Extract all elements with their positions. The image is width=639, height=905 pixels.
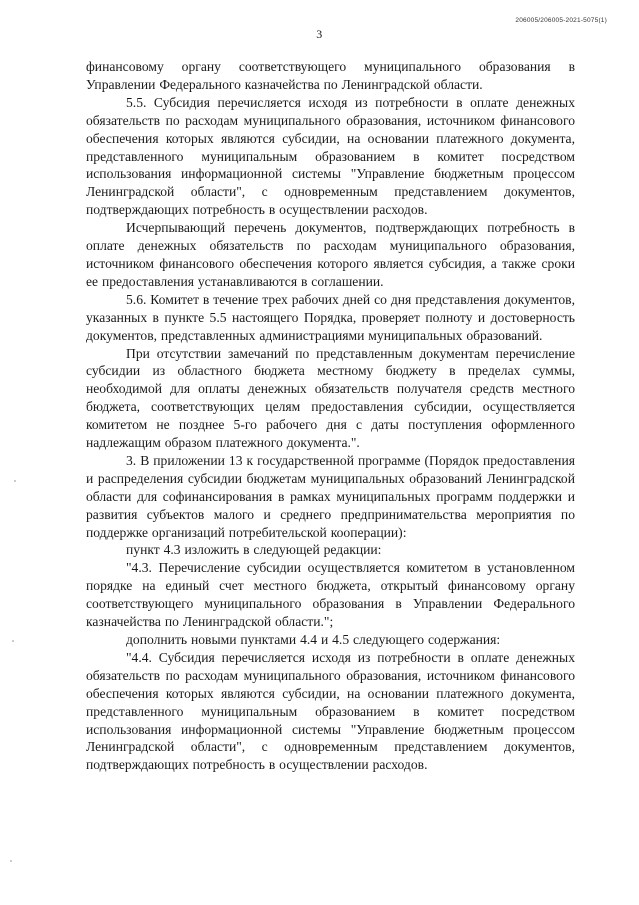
scan-artifact (12, 640, 14, 642)
paragraph: дополнить новыми пунктами 4.4 и 4.5 следующего содержания: (126, 632, 501, 647)
paragraph: "4.3. Перечисление субсидии осуществляется комитетом в установленном порядке на единый счет местного бюджета, открытый финансовому органу соответствующего муниципального образования в Управлении Федерального казначейства по Ленинградской области."; (86, 560, 575, 630)
paragraph: 3. В приложении 13 к государственной программе (Порядок предоставления и распределения субсидии бюджетам муниципальных образований Ленинградской области для софинансирования в рамках муниципальных программ поддержки и развития субъектов малого и среднего предпринимательства мероприятия по поддержке организаций потребительской кооперации): (86, 452, 575, 540)
paragraph: "4.4. Субсидия перечисляется исходя из потребности в оплате денежных обязательств по расходам муниципального образования, источником финансового обеспечения которых являются субсидии, на основании платежного документа, представленного муниципальным образованием в комитет посредством использования информационной системы "Управление бюджетным процессом Ленинградской области", с одновременным представлением документов, подтверждающих потребность в осуществлении расходов. (86, 649, 575, 773)
paragraph: 5.6. Комитет в течение трех рабочих дней со дня представления документов, указанных в пункте 5.5 настоящего Порядка, проверяет полноту и достоверность документов, представленных администрациями муниципальных образований. (86, 291, 575, 343)
scan-artifact (14, 480, 16, 482)
scan-artifact (10, 860, 12, 862)
paragraph: финансовому органу соответствующего муниципального образования в Управлении Федерального казначейства по Ленинградской области. (86, 59, 575, 92)
document-body (86, 58, 575, 774)
document-id: 206005/206005-2021-5075(1) (515, 17, 607, 24)
paragraph: При отсутствии замечаний по представленным документам перечисление субсидии из областного бюджета местному бюджету в пределах суммы, необходимой для оплаты денежных обязательств получателя средств местного бюджета, соответствующих целям предоставления субсидии, осуществляется комитетом не позднее 5-го рабочего дня с даты поступления оформленного надлежащим образом платежного документа.". (86, 345, 575, 451)
page-number: 3 (316, 27, 323, 41)
paragraph: Исчерпывающий перечень документов, подтверждающих потребность в оплате денежных обязательств по расходам муниципального образования, источником финансового обеспечения которого является субсидия, а также сроки ее предоставления устанавливаются в соглашении. (86, 220, 575, 289)
paragraph: пункт 4.3 изложить в следующей редакции: (126, 542, 382, 558)
paragraph: 5.5. Субсидия перечисляется исходя из потребности в оплате денежных обязательств по расходам муниципального образования, источником финансового обеспечения которых являются субсидии, на основании платежного документа, представленного муниципальным образованием в комитет посредством использования информационной системы "Управление бюджетным процессом Ленинградской области", с одновременным представлением документов, подтверждающих потребность в осуществлении расходов. (86, 94, 575, 218)
